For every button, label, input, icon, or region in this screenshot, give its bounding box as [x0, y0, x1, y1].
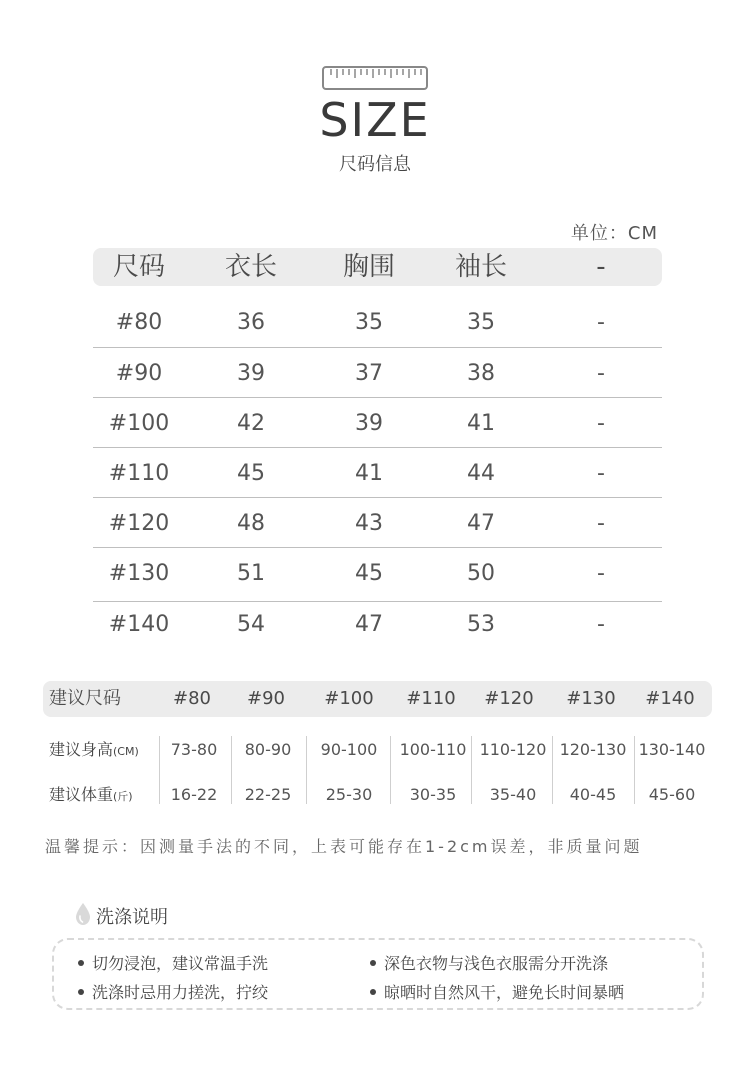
header-length: 衣长 — [224, 252, 277, 282]
cell-sleeve: 53 — [467, 612, 495, 637]
height-value: 73-80 — [170, 740, 218, 759]
washing-item: 深色衣物与浅色衣服需分开洗涤 — [370, 951, 608, 974]
cell-extra: - — [597, 361, 605, 386]
height-value: 100-110 — [399, 740, 467, 759]
recommend-size: #120 — [484, 688, 534, 709]
washing-item: 洗涤时忌用力搓洗，拧绞 — [78, 980, 268, 1003]
column-divider — [552, 736, 553, 804]
cell-extra: - — [597, 511, 605, 536]
weight-value: 40-45 — [569, 785, 617, 804]
cell-sleeve: 35 — [467, 310, 495, 335]
column-divider — [231, 736, 232, 804]
table-row — [93, 499, 662, 549]
cell-length: 39 — [237, 361, 265, 386]
recommend-size: #80 — [173, 688, 211, 709]
height-value: 90-100 — [320, 740, 378, 759]
cell-chest: 41 — [355, 461, 383, 486]
table-row — [93, 298, 662, 348]
weight-value: 25-30 — [325, 785, 373, 804]
bullet-icon — [370, 960, 376, 966]
tip-note: 温馨提示：因测量手法的不同，上表可能存在1-2cm误差，非质量问题 — [45, 837, 643, 856]
cell-size: #80 — [115, 310, 163, 335]
column-divider — [159, 736, 160, 804]
cell-size: #100 — [108, 411, 170, 436]
cell-length: 42 — [237, 411, 265, 436]
cell-length: 51 — [237, 561, 265, 586]
column-divider — [390, 736, 391, 804]
washing-item: 晾晒时自然风干，避免长时间暴晒 — [370, 980, 624, 1003]
recommend-size: #130 — [566, 688, 616, 709]
column-divider — [471, 736, 472, 804]
size-table-header — [93, 248, 662, 286]
recommend-height-row — [43, 728, 712, 772]
cell-length: 45 — [237, 461, 265, 486]
row-divider — [93, 447, 662, 448]
water-drop-icon — [74, 902, 92, 926]
column-divider — [634, 736, 635, 804]
cell-size: #140 — [108, 612, 170, 637]
recommend-size: #140 — [645, 688, 695, 709]
cell-sleeve: 38 — [467, 361, 495, 386]
bullet-icon — [78, 960, 84, 966]
cell-size: #130 — [108, 561, 170, 586]
cell-chest: 37 — [355, 361, 383, 386]
cell-length: 36 — [237, 310, 265, 335]
cell-sleeve: 47 — [467, 511, 495, 536]
header-sleeve: 袖长 — [454, 252, 507, 282]
size-subtitle: 尺码信息 — [339, 154, 411, 175]
cell-length: 48 — [237, 511, 265, 536]
cell-sleeve: 50 — [467, 561, 495, 586]
cell-size: #90 — [115, 361, 163, 386]
cell-chest: 39 — [355, 411, 383, 436]
height-value: 110-120 — [479, 740, 547, 759]
unit-label: 单位：CM — [570, 223, 658, 244]
table-row — [93, 549, 662, 599]
cell-sleeve: 41 — [467, 411, 495, 436]
cell-extra: - — [597, 411, 605, 436]
cell-extra: - — [597, 561, 605, 586]
height-unit: (CM) — [113, 745, 139, 758]
recommend-size: #90 — [247, 688, 285, 709]
weight-value: 45-60 — [648, 785, 696, 804]
cell-chest: 45 — [355, 561, 383, 586]
row-divider — [93, 547, 662, 548]
height-value: 120-130 — [559, 740, 627, 759]
cell-chest: 47 — [355, 612, 383, 637]
cell-length: 54 — [237, 612, 265, 637]
column-divider — [306, 736, 307, 804]
cell-extra: - — [597, 310, 605, 335]
cell-chest: 43 — [355, 511, 383, 536]
weight-value: 22-25 — [244, 785, 292, 804]
weight-value: 35-40 — [489, 785, 537, 804]
weight-value: 30-35 — [409, 785, 457, 804]
table-row — [93, 449, 662, 499]
header-chest: 胸围 — [342, 252, 395, 282]
header-extra: - — [596, 252, 606, 282]
recommend-table-header — [43, 681, 712, 717]
cell-sleeve: 44 — [467, 461, 495, 486]
row-divider — [93, 347, 662, 348]
table-row — [93, 349, 662, 399]
cell-extra: - — [597, 612, 605, 637]
cell-size: #110 — [108, 461, 170, 486]
cell-chest: 35 — [355, 310, 383, 335]
bullet-icon — [78, 989, 84, 995]
ruler-icon — [322, 66, 428, 90]
height-label: 建议身高(CM) — [49, 740, 139, 759]
table-row — [93, 600, 662, 650]
height-value: 80-90 — [244, 740, 292, 759]
recommend-size-label: 建议尺码 — [49, 688, 121, 709]
height-value: 130-140 — [638, 740, 706, 759]
recommend-size: #100 — [324, 688, 374, 709]
cell-extra: - — [597, 461, 605, 486]
size-title: SIZE — [319, 93, 431, 147]
header-size: 尺码 — [112, 252, 165, 282]
bullet-icon — [370, 989, 376, 995]
cell-size: #120 — [108, 511, 170, 536]
weight-unit: (斤) — [113, 790, 133, 803]
washing-box — [52, 938, 704, 1010]
recommend-size: #110 — [406, 688, 456, 709]
washing-item: 切勿浸泡，建议常温手洗 — [78, 951, 268, 974]
row-divider — [93, 497, 662, 498]
recommend-weight-row — [43, 773, 712, 817]
washing-title: 洗涤说明 — [96, 907, 168, 928]
row-divider — [93, 397, 662, 398]
weight-label: 建议体重(斤) — [49, 785, 133, 804]
table-row — [93, 399, 662, 449]
weight-value: 16-22 — [170, 785, 218, 804]
